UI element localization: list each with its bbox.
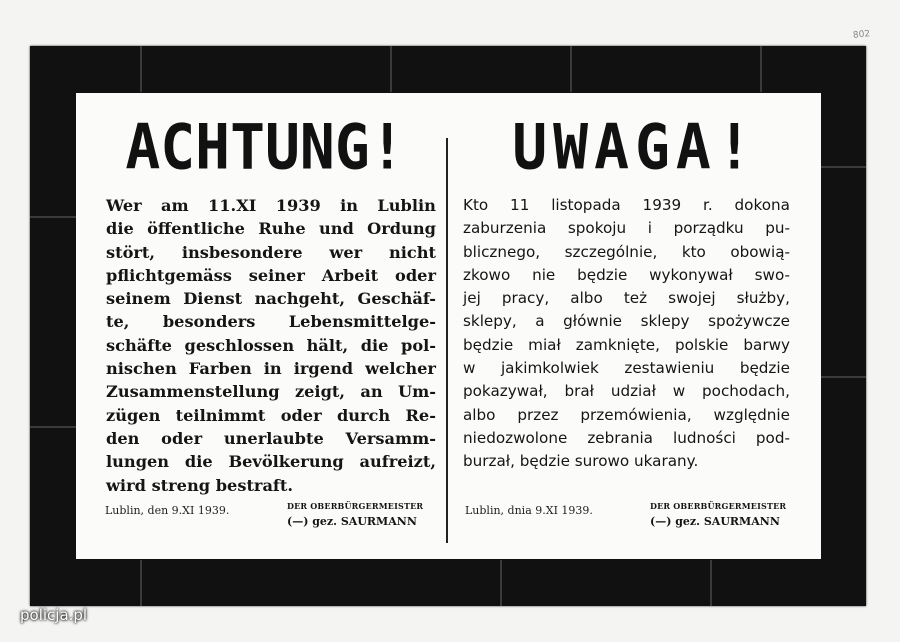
polish-place-date: Lublin, dnia 9.XI 1939. <box>465 504 593 517</box>
polish-signatory-title: DER OBERBÜRGERMEISTER <box>650 501 787 511</box>
polish-announcement <box>463 194 790 474</box>
german-text-line: nischen Farben in irgend welcher <box>106 359 436 379</box>
german-text-line: stört, insbesondere wer nicht <box>106 242 436 262</box>
german-text-line: Wer am 11.XI 1939 in Lublin <box>106 196 436 215</box>
german-place-date: Lublin, den 9.XI 1939. <box>105 504 230 517</box>
polish-text-line: zaburzenia spokoju i porządku pu- <box>463 219 790 238</box>
polish-signature <box>650 501 786 528</box>
german-title: ACHTUNG! <box>125 110 405 184</box>
german-text-line: te, besonders Lebensmittelge- <box>106 312 436 332</box>
polish-text-line: jej pracy, albo też swojej służby, <box>463 289 790 308</box>
german-text-line: zügen teilnimmt oder durch Re- <box>106 405 436 425</box>
polish-text-line: niedozwolone zebrania ludności pod- <box>463 428 790 447</box>
archive-corner-note: 802 <box>852 29 871 41</box>
column-divider <box>446 138 448 543</box>
german-signature <box>287 501 423 528</box>
german-text-line: seinem Dienst nachgeht, Geschäf- <box>106 289 436 309</box>
german-text-line: schäfte geschlossen hält, die pol- <box>106 335 436 355</box>
german-text-line: den oder unerlaubte Versamm- <box>106 428 436 448</box>
german-text-line: Zusammenstellung zeigt, an Um- <box>106 382 436 402</box>
polish-text-line: burzał, będzie surowo ukarany. <box>463 452 699 471</box>
german-text-line: die öffentliche Ruhe und Ordung <box>106 219 436 239</box>
german-signatory-name: (—) gez. SAURMANN <box>287 515 417 528</box>
german-announcement <box>106 194 436 497</box>
german-text-line: wird streng bestraft. <box>106 475 294 495</box>
polish-text-line: w jakimkolwiek zestawieniu będzie <box>463 359 790 378</box>
polish-text-line: sklepy, a głównie sklepy spożywcze <box>463 312 790 331</box>
polish-text-line: blicznego, szczególnie, kto obowią- <box>463 242 790 261</box>
polish-text-line: Kto 11 listopada 1939 r. dokona <box>463 196 790 214</box>
polish-text-line: albo przez przemówienia, względnie <box>463 405 790 424</box>
german-text-line: pflichtgemäss seiner Arbeit oder <box>106 265 436 285</box>
german-signatory-title: DER OBERBÜRGERMEISTER <box>287 501 424 511</box>
polish-text-line: pokazywał, brał udział w pochodach, <box>463 382 790 401</box>
watermark-logo: policja.pl <box>20 606 88 624</box>
polish-title: UWAGA! <box>512 110 758 184</box>
polish-signatory-name: (—) gez. SAURMANN <box>650 515 780 528</box>
polish-text-line: będzie miał zamknięte, polskie barwy <box>463 335 790 354</box>
polish-text-line: zkowo nie będzie wykonywał swo- <box>463 265 790 284</box>
german-text-line: lungen die Bevölkerung aufreizt, <box>106 452 436 472</box>
